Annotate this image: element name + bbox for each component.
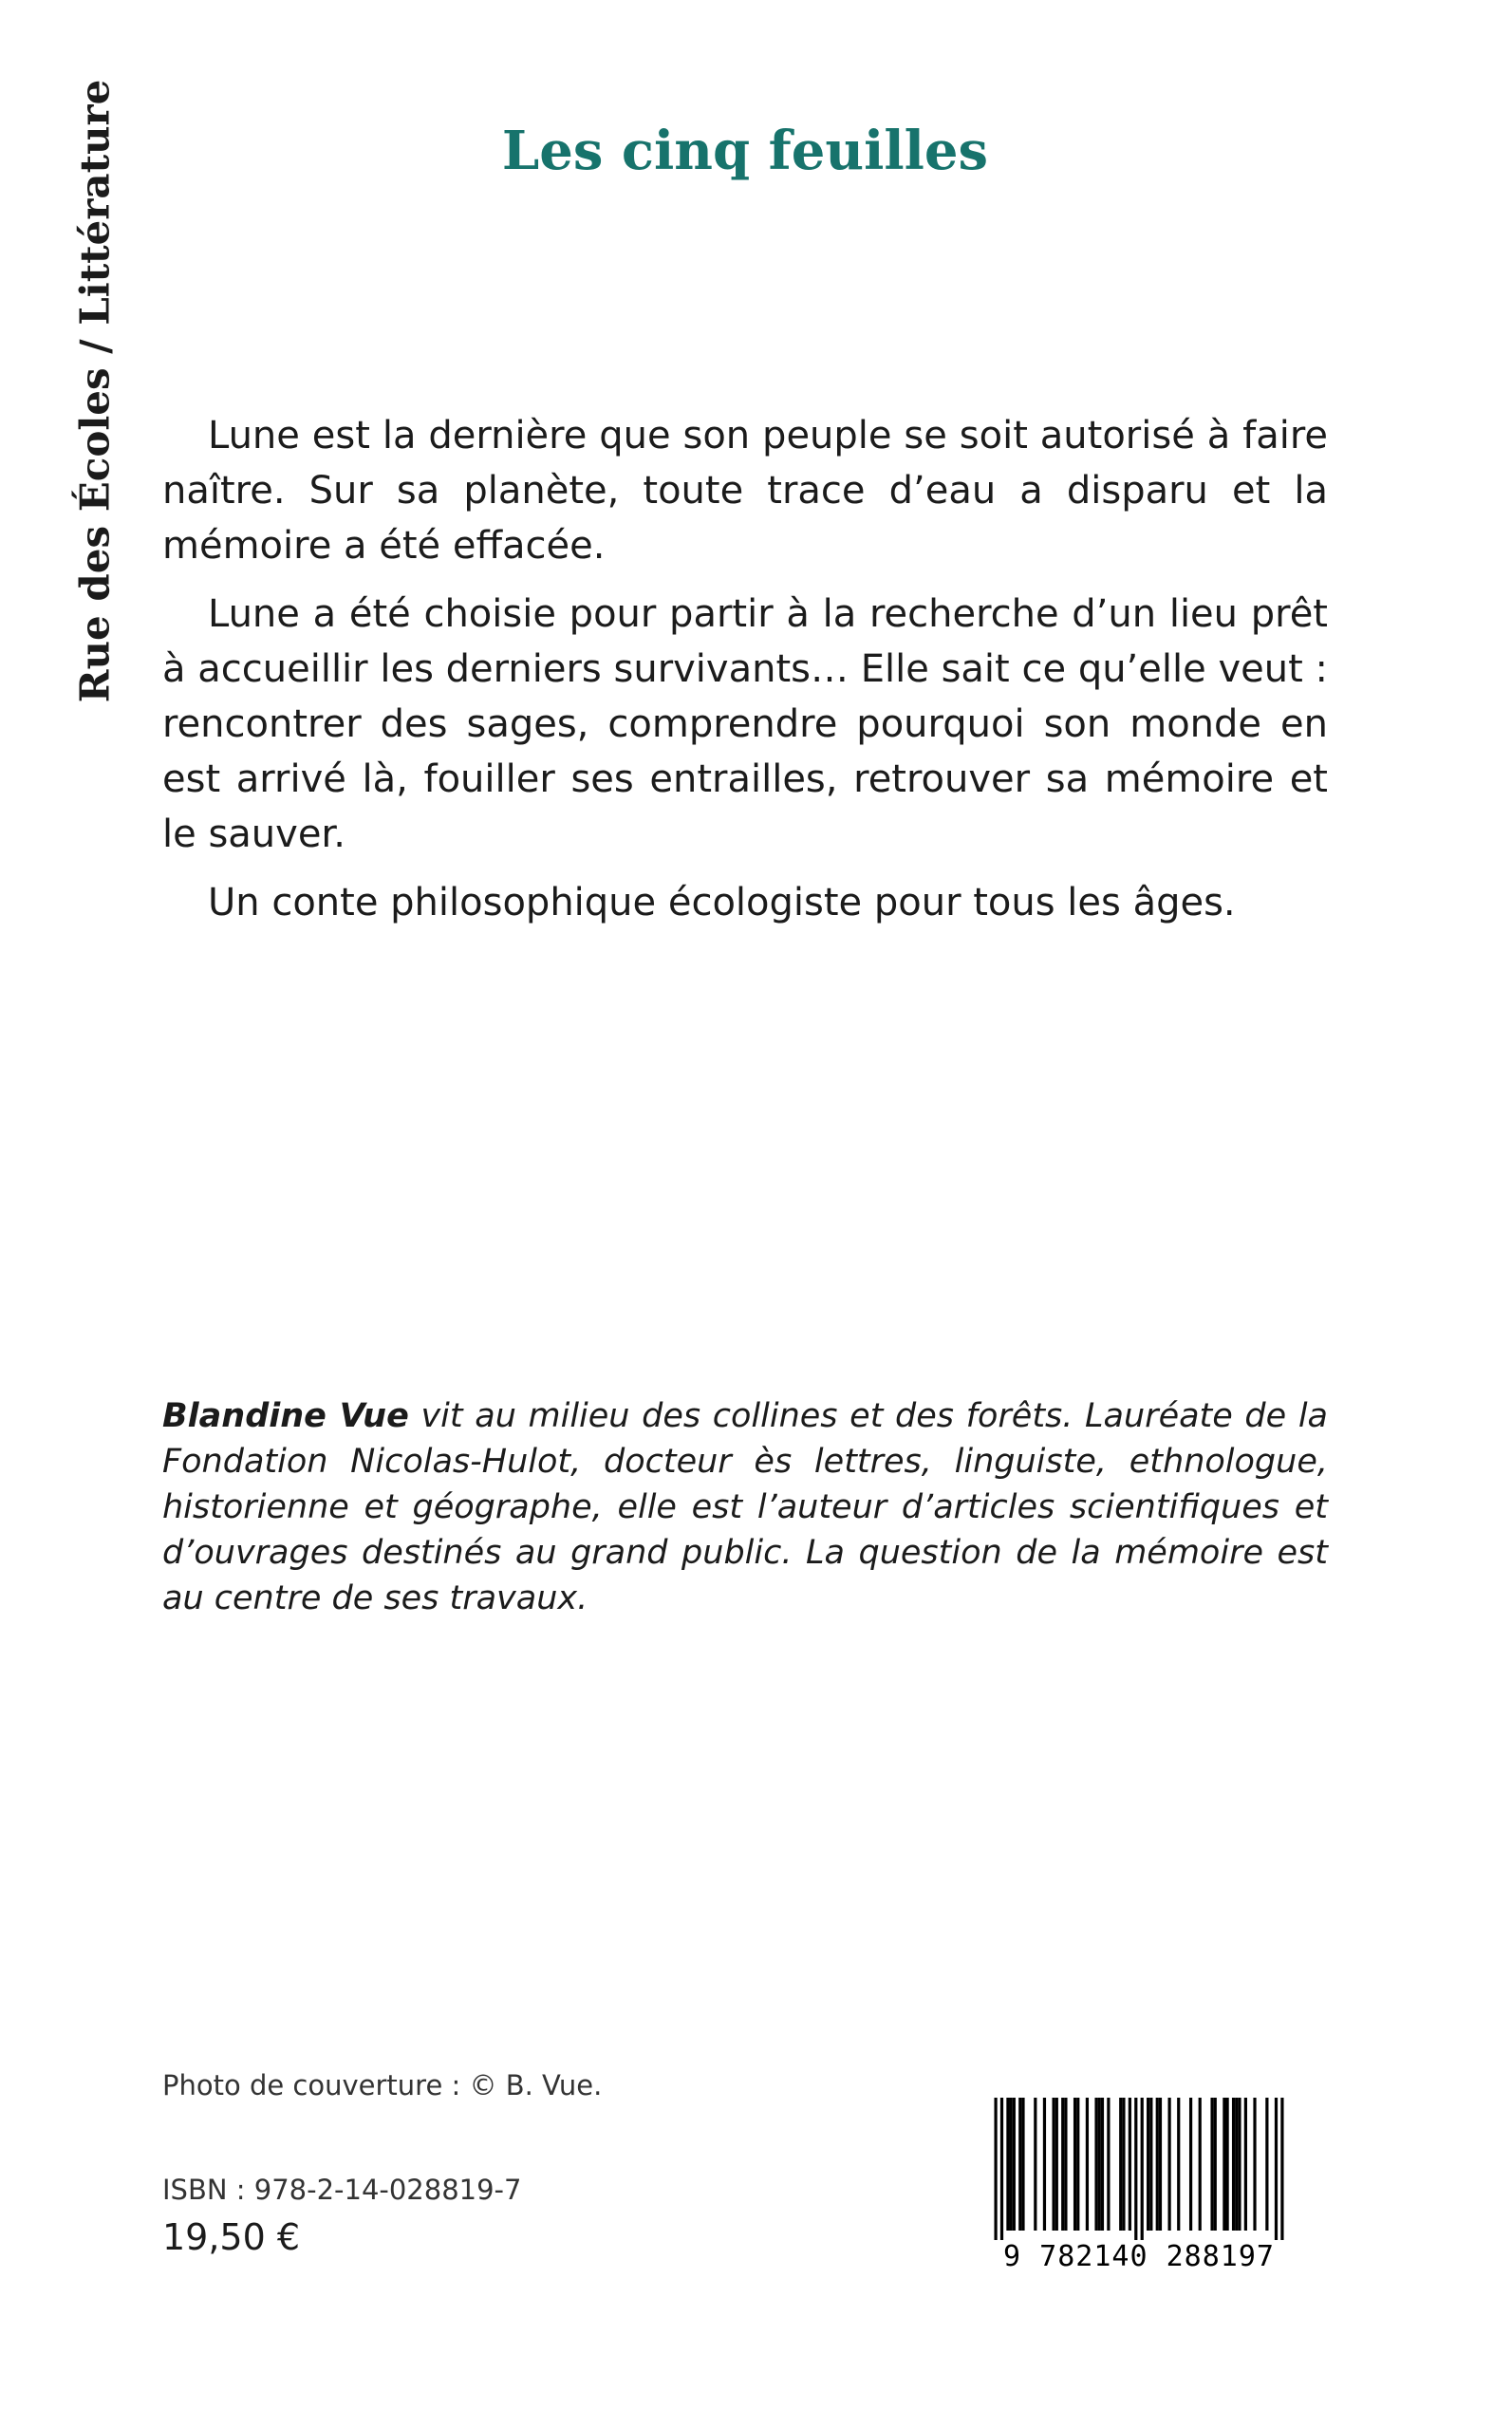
barcode-bar <box>1147 2098 1149 2231</box>
barcode-bar <box>1149 2098 1152 2231</box>
barcode-bar <box>1000 2098 1003 2240</box>
barcode-bar <box>1107 2098 1110 2231</box>
barcode-bar <box>994 2098 997 2240</box>
barcode-bar <box>1244 2098 1247 2231</box>
barcode-bar <box>1018 2098 1021 2231</box>
isbn: ISBN : 978-2-14-028819-7 <box>162 2174 522 2206</box>
barcode-bar <box>1034 2098 1036 2231</box>
collection-name: Rue des Écoles / Littérature <box>71 79 119 703</box>
barcode-bar <box>1061 2098 1064 2231</box>
barcode-bar <box>1232 2098 1235 2231</box>
barcode-bar <box>1043 2098 1046 2231</box>
author-bio <box>162 1393 1328 1621</box>
barcode-bar <box>1094 2098 1097 2231</box>
barcode-bar <box>1275 2098 1278 2240</box>
barcode-bar <box>1006 2098 1009 2231</box>
barcode-bar <box>1055 2098 1058 2231</box>
barcode-bars <box>973 2098 1305 2240</box>
author-bio-text: vit au milieu des collines et des forêts. Lauréate de la Fondation Nicolas-Hulot, docteur ès lettres, linguiste, ethnologue, historienne et géographe, elle est l’auteur d’articles scientifiques et d’ouvrages destinés au grand public. La question de la mémoire est au centre de ses travaux. <box>162 1397 1328 1617</box>
barcode-bar <box>1052 2098 1055 2231</box>
blurb-paragraph: Un conte philosophique écologiste pour tous les âges. <box>208 881 1236 924</box>
price: 19,50 € <box>162 2216 301 2258</box>
barcode-bar <box>1073 2098 1076 2231</box>
barcode-bar <box>1021 2098 1024 2231</box>
barcode-bar <box>1226 2098 1229 2231</box>
photo-credit: Photo de couverture : © B. Vue. <box>162 2069 603 2101</box>
barcode-bar <box>1280 2098 1283 2240</box>
barcode-bar <box>1064 2098 1067 2231</box>
barcode-bar <box>1098 2098 1101 2231</box>
blurb-paragraph: Lune a été choisie pour partir à la recherche d’un lieu prêt à accueillir les derniers survivants… Elle sait ce qu’elle veut : rencontrer des sages, comprendre pourquoi son monde en est arrivé là, fouiller ses entrailles, retrouver sa mémoire et le sauver. <box>162 592 1328 856</box>
barcode-bar <box>1223 2098 1225 2231</box>
blurb-paragraph: Lune est la dernière que son peuple se soit autorisé à faire naître. Sur sa planète, toute trace d’eau a disparu et la mémoire a été effacée. <box>162 414 1328 568</box>
barcode-bar <box>1076 2098 1079 2231</box>
barcode <box>973 2098 1305 2273</box>
barcode-bar <box>1177 2098 1180 2231</box>
barcode-bar <box>1265 2098 1268 2231</box>
barcode-bar <box>1156 2098 1159 2231</box>
barcode-bar <box>1214 2098 1217 2231</box>
barcode-bar <box>1238 2098 1241 2231</box>
barcode-bar <box>1134 2098 1137 2240</box>
barcode-bar <box>1199 2098 1202 2231</box>
barcode-bar <box>1141 2098 1144 2240</box>
barcode-bar <box>1086 2098 1089 2231</box>
barcode-bar <box>1253 2098 1256 2231</box>
spine-collection-label <box>38 79 152 703</box>
book-title: Les cinq feuilles <box>501 120 989 182</box>
barcode-bar <box>1235 2098 1238 2231</box>
barcode-bar <box>1129 2098 1131 2231</box>
barcode-digits: 9 782140 288197 <box>1003 2240 1275 2273</box>
barcode-bar <box>1168 2098 1171 2231</box>
author-name: Blandine Vue <box>162 1397 409 1435</box>
barcode-bar <box>1119 2098 1122 2231</box>
barcode-bar <box>1101 2098 1104 2231</box>
barcode-bar <box>1013 2098 1016 2231</box>
barcode-bar <box>1122 2098 1125 2231</box>
barcode-bar <box>1159 2098 1162 2231</box>
barcode-bar <box>1189 2098 1192 2231</box>
barcode-bar <box>1010 2098 1013 2231</box>
book-blurb <box>162 408 1328 943</box>
barcode-bar <box>1210 2098 1213 2231</box>
